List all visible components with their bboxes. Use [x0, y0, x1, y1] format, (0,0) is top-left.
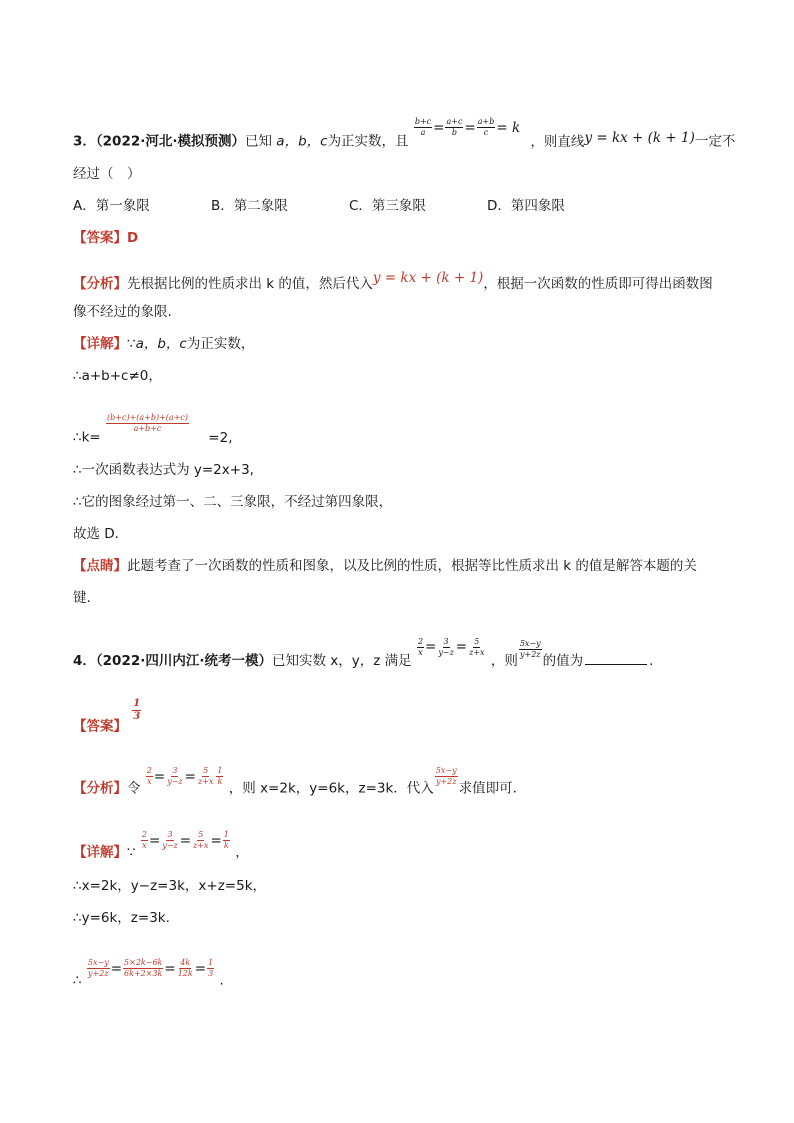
q4-dt-frac2: $\frac{3}{y-z}$ — [162, 830, 178, 850]
q4-final-f2: $\frac{5\times 2k-6k}{6k+2\times 3k}$ — [124, 958, 163, 978]
q4-an-frac3: $\frac{5}{z+x}$ — [197, 766, 214, 786]
option-c: C．第三象限 — [349, 198, 426, 214]
q4-an-frac2: $\frac{3}{y-z}$ — [167, 766, 183, 786]
q4-an-frac1: $\frac{2}{x}$ — [146, 766, 152, 786]
q3-comment: 【点睛】此题考查了一次函数的性质和图象，以及比例的性质，根据等比性质求出 k 的值是解答本题的关 — [73, 558, 697, 574]
q4-number: 4． — [73, 653, 96, 669]
q3-frac2: $\frac{a+c}{b}$ — [446, 117, 463, 137]
q3-equal-ratios: $\frac{b+c}{a}$ = $\frac{a+c}{b}$ = $\frac{a+b}{c}$ = k — [414, 117, 521, 137]
q3-comment-line2: 键. — [73, 590, 91, 606]
q3-number: 3． — [73, 133, 96, 150]
q3-stem-text: 已知 — [245, 133, 272, 150]
q3-stem-line2: 经过（ ） — [73, 166, 141, 182]
q4-source: （2022·四川内江·统考一模） — [95, 653, 272, 669]
q3-options — [73, 196, 625, 216]
q4-frac3: $\frac{5}{z+x}$ — [469, 636, 485, 657]
q4-final-f3: $\frac{4k}{12k}$ — [177, 958, 193, 978]
q3-stem-text: 一定不 — [694, 133, 736, 150]
q4-dt-frac3: $\frac{5}{z+x}$ — [193, 830, 209, 850]
q4-final-chain: $\frac{5x-y}{y+2z}$ = $\frac{5\times 2k-6k}{6k+2\times 3k}$ = $\frac{4k}{12k}$ = $\frac{1}{3}$ — [87, 958, 214, 978]
q3-answer: 【答案】D — [73, 230, 139, 246]
q4-an-k: $\frac{1}{k}$ — [217, 766, 223, 786]
q3-eq-tail: = k — [496, 119, 521, 136]
q3-stem-line — [73, 117, 736, 152]
q4-equal-ratios: $\frac{2}{x}$ = $\frac{3}{y-z}$ = $\frac{5}{z+x}$ — [417, 636, 485, 657]
q3-detail-2: ∴a+b+c≠0， — [73, 368, 162, 384]
option-b: B．第二象限 — [211, 198, 288, 214]
q4-frac2: $\frac{3}{y-z}$ — [438, 636, 454, 657]
q3-detail-1: 【详解】∵a，b，c为正实数， — [73, 336, 255, 352]
q4-detail-1: 【详解】∵ $\frac{2}{x}$ = $\frac{3}{y-z}$ = $\frac{5}{z+x}$ = $\frac{1}{k}$ ， — [73, 830, 249, 861]
option-d: D．第四象限 — [487, 198, 565, 214]
q3-vars: a，b，c — [276, 133, 328, 150]
q4-detail-3: ∴y=6k，z=3k. — [73, 910, 170, 926]
q4-answer-fraction: $\frac{1}{3}$ — [133, 698, 141, 722]
q4-an-target: $\frac{5x-y}{y+2z}$ — [435, 766, 457, 786]
q3-analysis-equation: y = kx + (k + 1) — [372, 270, 484, 286]
q3-detail-4: ∴一次函数表达式为 y=2x+3, — [73, 462, 254, 478]
q4-stem-line: 4．（2022·四川内江·统考一模）已知实数 x，y，z 满足 $\frac{2}{x}$ = $\frac{3}{y-z}$ = $\frac{5}{z+x}$ ，则 $\frac{5x-y}{y+2z}$ 的值为 . — [73, 636, 654, 669]
q3-stem-text: ，则直线 — [530, 133, 585, 150]
q3-k-fraction: $\frac{(b+c)+(a+b)+(a+c)}{a+b+c}$ — [107, 413, 188, 433]
q4-final-f1: $\frac{5x-y}{y+2z}$ — [87, 958, 109, 978]
option-a: A．第一象限 — [73, 198, 150, 214]
q4-target-fraction: $\frac{5x-y}{y+2z}$ — [519, 638, 541, 659]
q3-detail-6: 故选 D. — [73, 526, 119, 542]
q3-line-equation: y = kx + (k + 1) — [584, 129, 695, 146]
q4-detail-ratios: $\frac{2}{x}$ = $\frac{3}{y-z}$ = $\frac{5}{z+x}$ = $\frac{1}{k}$ — [141, 830, 229, 850]
q4-frac1: $\frac{2}{x}$ — [417, 636, 424, 657]
q3-stem-text: 为正实数，且 — [327, 133, 409, 150]
q3-analysis-line2: 像不经过的象限. — [73, 304, 172, 320]
q3-frac3: $\frac{a+b}{c}$ — [477, 117, 495, 137]
q3-detail-3: ∴k= $\frac{(b+c)+(a+b)+(a+c)}{a+b+c}$ =2, — [73, 413, 233, 446]
q3-source: （2022·河北·模拟预测） — [95, 133, 245, 150]
q4-analysis-ratios: $\frac{2}{x}$ = $\frac{3}{y-z}$ = $\frac{5}{z+x}$ $\frac{1}{k}$ — [146, 766, 223, 786]
q4-answer: 【答案】 $\frac{1}{3}$ — [73, 698, 141, 735]
q4-detail-4: ∴ $\frac{5x-y}{y+2z}$ = $\frac{5\times 2k-6k}{6k+2\times 3k}$ = $\frac{4k}{12k}$ = $\frac{1}{3}$ . — [73, 958, 224, 989]
q4-dt-k: $\frac{1}{k}$ — [223, 830, 229, 850]
q4-dt-frac1: $\frac{2}{x}$ — [141, 830, 147, 850]
q4-detail-2: ∴x=2k，y−z=3k，x+z=5k， — [73, 878, 267, 894]
q4-analysis: 【分析】令 $\frac{2}{x}$ = $\frac{3}{y-z}$ = $\frac{5}{z+x}$ $\frac{1}{k}$ ，则 x=2k，y=6k，z=3k．代入 $\frac{5x-y}{y+2z}$ 求值即可． — [73, 766, 527, 797]
q4-final-f4: $\frac{1}{3}$ — [208, 958, 214, 978]
q3-analysis: 【分析】先根据比例的性质求出 k 的值，然后代入y = kx + (k + 1)，根据一次函数的性质即可得出函数图 — [73, 270, 713, 292]
answer-blank — [585, 650, 647, 665]
q3-frac1: $\frac{b+c}{a}$ — [414, 117, 432, 137]
q3-detail-5: ∴它的图象经过第一、二、三象限，不经过第四象限， — [73, 494, 393, 510]
